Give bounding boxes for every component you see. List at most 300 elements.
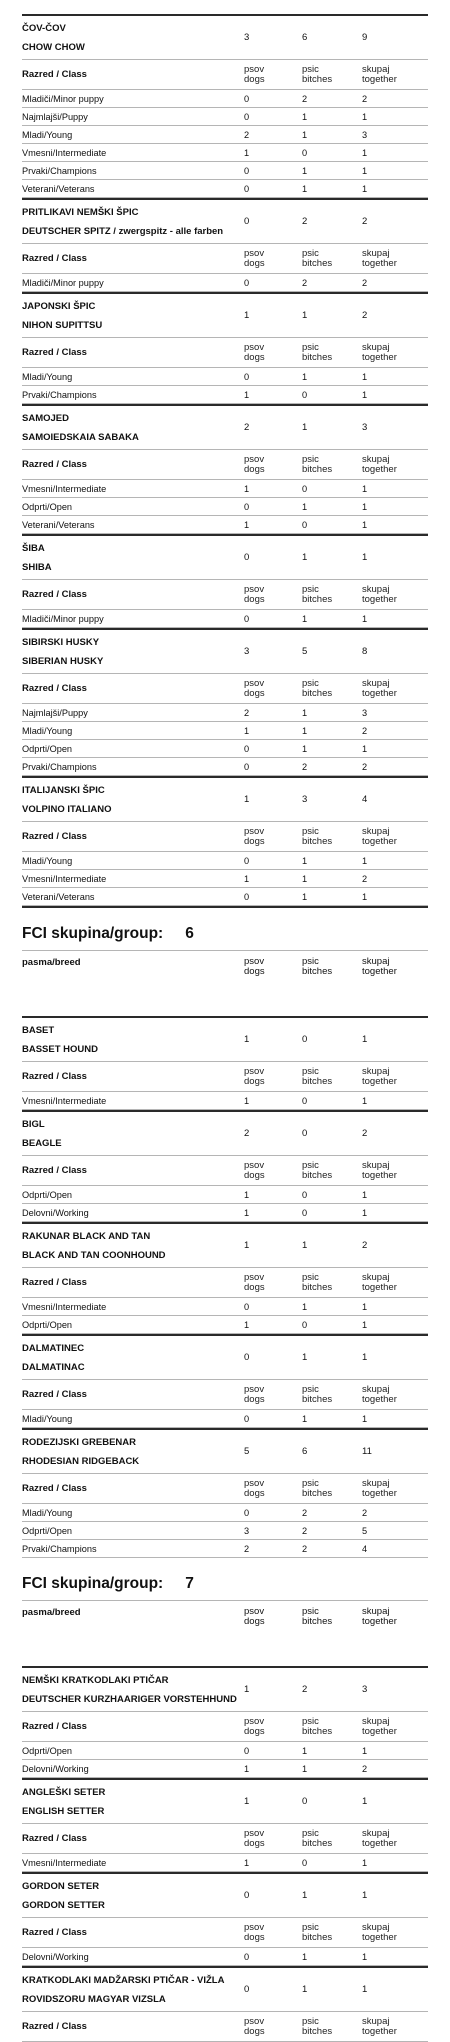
class-row xyxy=(22,274,428,292)
breed-totals xyxy=(244,1984,428,1995)
bitches-column-header xyxy=(302,1161,362,1181)
total-dogs: 1 xyxy=(244,1034,250,1045)
count-bitches: 0 xyxy=(302,1857,308,1868)
class-name: Mladi/Young xyxy=(22,129,73,140)
count-together: 2 xyxy=(362,725,368,736)
section-end-rule xyxy=(22,906,428,908)
class-name: Mladiči/Minor puppy xyxy=(22,93,104,104)
breed-header xyxy=(22,1874,428,1918)
count-together: 1 xyxy=(362,1301,368,1312)
total-together: 1 xyxy=(362,1352,368,1363)
bitches-label-sl: psic xyxy=(302,63,319,75)
class-name: Najmlajši/Puppy xyxy=(22,111,88,122)
count-bitches: 2 xyxy=(302,93,308,104)
dogs-label-en: dogs xyxy=(244,835,265,847)
breed-header xyxy=(22,1968,428,2012)
class-header-columns xyxy=(244,1273,428,1293)
dogs-column-header xyxy=(244,585,302,605)
class-header-columns xyxy=(244,1067,428,1087)
count-dogs: 1 xyxy=(244,1189,250,1200)
count-together: 4 xyxy=(362,1543,368,1554)
class-header-columns xyxy=(244,827,428,847)
bitches-column-header xyxy=(302,1273,362,1293)
breed-totals xyxy=(244,1034,428,1045)
bitches-label-en: bitches xyxy=(302,835,333,847)
dogs-label-sl: psov xyxy=(244,1065,265,1077)
class-header-columns xyxy=(244,679,428,699)
class-counts xyxy=(244,166,428,176)
class-header-label: Razred / Class xyxy=(22,1277,87,1288)
bitches-label-sl: psic xyxy=(302,1065,319,1077)
class-row xyxy=(22,1742,428,1760)
together-label-en: together xyxy=(362,966,397,977)
class-name: Vmesni/Intermediate xyxy=(22,1857,107,1868)
count-together: 1 xyxy=(362,165,368,176)
class-name: Odprti/Open xyxy=(22,1189,73,1200)
dogs-label-en: dogs xyxy=(244,73,265,85)
count-together: 2 xyxy=(362,1507,368,1518)
total-together: 2 xyxy=(362,310,368,321)
dogs-label-en: dogs xyxy=(244,351,265,363)
class-row xyxy=(22,368,428,386)
breed-column-label: pasma/breed xyxy=(22,957,81,968)
bitches-label-en: bitches xyxy=(302,257,333,269)
class-header-columns xyxy=(244,2017,428,2037)
count-dogs: 0 xyxy=(244,1745,250,1756)
count-together: 1 xyxy=(362,483,368,494)
together-label-en: together xyxy=(362,1931,397,1943)
breed-name-en: RHODESIAN RIDGEBACK xyxy=(22,1455,140,1467)
count-dogs: 1 xyxy=(244,873,250,884)
class-counts xyxy=(244,184,428,194)
class-row xyxy=(22,480,428,498)
together-label-en: together xyxy=(362,1837,397,1849)
breed-names xyxy=(22,409,244,447)
class-counts xyxy=(244,708,428,718)
class-counts xyxy=(244,1764,428,1774)
dogs-column-header xyxy=(244,1829,302,1849)
count-together: 1 xyxy=(362,371,368,382)
breed-name-en: CHOW CHOW xyxy=(22,41,85,53)
dogs-label-en: dogs xyxy=(244,687,265,699)
breed-block xyxy=(22,1428,428,1558)
class-row xyxy=(22,1854,428,1872)
count-dogs: 1 xyxy=(244,147,250,158)
count-together: 1 xyxy=(362,1095,368,1106)
together-column-header xyxy=(362,65,428,85)
class-header-columns xyxy=(244,1385,428,1405)
class-counts xyxy=(244,1414,428,1424)
count-together: 1 xyxy=(362,1951,368,1962)
class-counts xyxy=(244,148,428,158)
breed-totals xyxy=(244,646,428,657)
together-column-header xyxy=(362,957,428,977)
class-row xyxy=(22,1504,428,1522)
class-header xyxy=(22,580,428,610)
class-header xyxy=(22,1824,428,1854)
count-together: 2 xyxy=(362,93,368,104)
count-dogs: 2 xyxy=(244,1543,250,1554)
class-row xyxy=(22,740,428,758)
bitches-label-sl: psic xyxy=(302,1715,319,1727)
bitches-label-sl: psic xyxy=(302,1921,319,1933)
breed-block xyxy=(22,776,428,906)
class-row xyxy=(22,852,428,870)
breed-name-en: BEAGLE xyxy=(22,1137,62,1149)
count-bitches: 1 xyxy=(302,1951,308,1962)
class-header-label: Razred / Class xyxy=(22,1071,87,1082)
class-header-columns xyxy=(244,1479,428,1499)
bitches-column-header xyxy=(302,1385,362,1405)
total-bitches: 6 xyxy=(302,32,308,43)
class-row xyxy=(22,162,428,180)
breed-block xyxy=(22,292,428,404)
together-column-header xyxy=(362,2017,428,2037)
count-dogs: 1 xyxy=(244,1763,250,1774)
breed-block xyxy=(22,1966,428,2042)
count-dogs: 0 xyxy=(244,613,250,624)
breed-name-en: SHIBA xyxy=(22,561,52,573)
class-header-label: Razred / Class xyxy=(22,253,87,264)
breed-names xyxy=(22,1433,244,1471)
count-bitches: 1 xyxy=(302,129,308,140)
dogs-label-sl: psov xyxy=(244,1715,265,1727)
count-bitches: 1 xyxy=(302,613,308,624)
total-together: 1 xyxy=(362,1034,368,1045)
dogs-column-header xyxy=(244,957,302,977)
total-together: 3 xyxy=(362,1684,368,1695)
count-bitches: 1 xyxy=(302,501,308,512)
breed-totals xyxy=(244,1796,428,1807)
count-bitches: 1 xyxy=(302,183,308,194)
breed-name-en: SIBERIAN HUSKY xyxy=(22,655,104,667)
bitches-label-sl: psic xyxy=(302,1606,319,1617)
bitches-column-header xyxy=(302,65,362,85)
together-label-en: together xyxy=(362,835,397,847)
breed-totals xyxy=(244,1240,428,1251)
total-dogs: 3 xyxy=(244,646,250,657)
together-label-sl: skupaj xyxy=(362,63,390,75)
breed-totals xyxy=(244,32,428,43)
class-header-label: Razred / Class xyxy=(22,347,87,358)
dogs-column-header xyxy=(244,1923,302,1943)
class-row xyxy=(22,1186,428,1204)
bitches-label-en: bitches xyxy=(302,73,333,85)
breed-name-en: SAMOIEDSKAIA SABAKA xyxy=(22,431,139,443)
together-column-header xyxy=(362,1385,428,1405)
together-column-header xyxy=(362,343,428,363)
count-dogs: 1 xyxy=(244,1857,250,1868)
total-dogs: 1 xyxy=(244,1684,250,1695)
breed-block xyxy=(22,14,428,198)
bitches-label-sl: psic xyxy=(302,1159,319,1171)
count-bitches: 0 xyxy=(302,483,308,494)
dogs-label-en: dogs xyxy=(244,1931,265,1943)
class-header-columns xyxy=(244,1717,428,1737)
together-column-header xyxy=(362,1161,428,1181)
breed-totals xyxy=(244,1684,428,1695)
breed-totals xyxy=(244,1352,428,1363)
class-counts xyxy=(244,856,428,866)
bitches-label-en: bitches xyxy=(302,1393,333,1405)
breed-names xyxy=(22,633,244,671)
class-row xyxy=(22,1410,428,1428)
class-name: Najmlajši/Puppy xyxy=(22,707,88,718)
count-bitches: 2 xyxy=(302,277,308,288)
total-dogs: 2 xyxy=(244,1128,250,1139)
dogs-label-en: dogs xyxy=(244,2025,265,2037)
count-dogs: 0 xyxy=(244,891,250,902)
total-bitches: 0 xyxy=(302,1796,308,1807)
class-row xyxy=(22,888,428,906)
count-bitches: 1 xyxy=(302,743,308,754)
count-together: 3 xyxy=(362,129,368,140)
dogs-label-sl: psov xyxy=(244,453,265,465)
class-row xyxy=(22,758,428,776)
breed-names xyxy=(22,539,244,577)
together-label-en: together xyxy=(362,687,397,699)
class-counts xyxy=(244,762,428,772)
class-counts xyxy=(244,1858,428,1868)
breed-block xyxy=(22,404,428,534)
bitches-label-en: bitches xyxy=(302,351,333,363)
count-dogs: 0 xyxy=(244,93,250,104)
together-column-header xyxy=(362,1829,428,1849)
total-dogs: 0 xyxy=(244,1890,250,1901)
count-together: 1 xyxy=(362,389,368,400)
class-header xyxy=(22,244,428,274)
breed-header xyxy=(22,1780,428,1824)
bitches-label-sl: psic xyxy=(302,583,319,595)
dogs-column-header xyxy=(244,827,302,847)
bitches-label-en: bitches xyxy=(302,1487,333,1499)
class-name: Prvaki/Champions xyxy=(22,761,97,772)
count-bitches: 0 xyxy=(302,389,308,400)
together-label-sl: skupaj xyxy=(362,1159,390,1171)
group-label: FCI skupina/group: xyxy=(22,925,164,942)
together-label-sl: skupaj xyxy=(362,956,390,967)
count-bitches: 2 xyxy=(302,1525,308,1536)
class-header xyxy=(22,1380,428,1410)
dogs-label-en: dogs xyxy=(244,1075,265,1087)
dogs-label-en: dogs xyxy=(244,1281,265,1293)
bitches-label-en: bitches xyxy=(302,593,333,605)
total-together: 9 xyxy=(362,32,368,43)
count-together: 1 xyxy=(362,183,368,194)
breed-totals xyxy=(244,422,428,433)
class-counts xyxy=(244,1320,428,1330)
bitches-label-en: bitches xyxy=(302,1616,333,1627)
together-label-sl: skupaj xyxy=(362,1921,390,1933)
class-row xyxy=(22,1316,428,1334)
together-label-sl: skupaj xyxy=(362,341,390,353)
breed-name-sl: BASET xyxy=(22,1024,55,1036)
group-header-columns xyxy=(244,957,428,977)
dogs-label-sl: psov xyxy=(244,1477,265,1489)
total-dogs: 3 xyxy=(244,32,250,43)
total-bitches: 1 xyxy=(302,310,308,321)
class-header xyxy=(22,2012,428,2042)
breed-name-sl: ŠIBA xyxy=(22,542,45,554)
dogs-column-header xyxy=(244,1067,302,1087)
count-bitches: 2 xyxy=(302,761,308,772)
class-name: Vmesni/Intermediate xyxy=(22,873,107,884)
bitches-column-header xyxy=(302,1829,362,1849)
class-counts xyxy=(244,372,428,382)
total-dogs: 1 xyxy=(244,794,250,805)
total-bitches: 1 xyxy=(302,1890,308,1901)
class-counts xyxy=(244,614,428,624)
breed-name-sl: JAPONSKI ŠPIC xyxy=(22,300,96,312)
class-header-columns xyxy=(244,1161,428,1181)
together-label-en: together xyxy=(362,2025,397,2037)
bitches-column-header xyxy=(302,827,362,847)
dogs-label-en: dogs xyxy=(244,463,265,475)
dogs-label-sl: psov xyxy=(244,63,265,75)
count-bitches: 2 xyxy=(302,1507,308,1518)
breed-names xyxy=(22,1339,244,1377)
breed-block xyxy=(22,1778,428,1872)
class-name: Odprti/Open xyxy=(22,1319,73,1330)
class-header-columns xyxy=(244,343,428,363)
class-header xyxy=(22,1156,428,1186)
class-name: Mladi/Young xyxy=(22,1507,73,1518)
class-counts xyxy=(244,1544,428,1554)
dogs-label-en: dogs xyxy=(244,257,265,269)
total-together: 8 xyxy=(362,646,368,657)
dogs-column-header xyxy=(244,1717,302,1737)
breed-name-sl: PRITLIKAVI NEMŠKI ŠPIC xyxy=(22,206,139,218)
count-bitches: 1 xyxy=(302,707,308,718)
breed-totals xyxy=(244,310,428,321)
group-label: FCI skupina/group: xyxy=(22,1575,164,1592)
breed-name-en: BASSET HOUND xyxy=(22,1043,99,1055)
breed-totals xyxy=(244,794,428,805)
bitches-label-en: bitches xyxy=(302,463,333,475)
together-label-en: together xyxy=(362,1075,397,1087)
total-bitches: 5 xyxy=(302,646,308,657)
class-row xyxy=(22,498,428,516)
count-dogs: 0 xyxy=(244,855,250,866)
class-name: Veterani/Veterans xyxy=(22,183,95,194)
bitches-column-header xyxy=(302,2017,362,2037)
together-label-sl: skupaj xyxy=(362,1477,390,1489)
class-row xyxy=(22,1540,428,1558)
class-counts xyxy=(244,726,428,736)
class-row xyxy=(22,90,428,108)
class-header-label: Razred / Class xyxy=(22,69,87,80)
together-label-sl: skupaj xyxy=(362,825,390,837)
count-together: 2 xyxy=(362,277,368,288)
count-together: 1 xyxy=(362,891,368,902)
dogs-column-header xyxy=(244,65,302,85)
breed-names xyxy=(22,1877,244,1915)
count-dogs: 1 xyxy=(244,483,250,494)
class-name: Mladi/Young xyxy=(22,725,73,736)
breed-totals xyxy=(244,1890,428,1901)
count-dogs: 0 xyxy=(244,1951,250,1962)
dogs-label-en: dogs xyxy=(244,593,265,605)
count-dogs: 1 xyxy=(244,519,250,530)
class-counts xyxy=(244,278,428,288)
count-bitches: 1 xyxy=(302,1745,308,1756)
count-together: 1 xyxy=(362,1319,368,1330)
group-number: 7 xyxy=(185,1575,194,1592)
dogs-column-header xyxy=(244,2017,302,2037)
dogs-label-en: dogs xyxy=(244,1487,265,1499)
dogs-column-header xyxy=(244,1385,302,1405)
total-together: 2 xyxy=(362,1128,368,1139)
breed-name-sl: RAKUNAR BLACK AND TAN xyxy=(22,1230,151,1242)
breed-name-sl: ANGLEŠKI SETER xyxy=(22,1786,106,1798)
class-name: Mladi/Young xyxy=(22,855,73,866)
total-dogs: 0 xyxy=(244,1352,250,1363)
together-label-en: together xyxy=(362,463,397,475)
class-name: Delovni/Working xyxy=(22,1951,89,1962)
bitches-column-header xyxy=(302,585,362,605)
count-dogs: 1 xyxy=(244,725,250,736)
breed-name-en: BLACK AND TAN COONHOUND xyxy=(22,1249,166,1261)
breed-names xyxy=(22,203,244,241)
bitches-column-header xyxy=(302,1717,362,1737)
bitches-label-sl: psic xyxy=(302,341,319,353)
total-together: 1 xyxy=(362,1796,368,1807)
together-label-en: together xyxy=(362,351,397,363)
bitches-label-sl: psic xyxy=(302,825,319,837)
total-together: 1 xyxy=(362,552,368,563)
class-header xyxy=(22,1474,428,1504)
together-label-sl: skupaj xyxy=(362,2015,390,2027)
group-number: 6 xyxy=(185,925,194,942)
class-row xyxy=(22,722,428,740)
bitches-column-header xyxy=(302,1479,362,1499)
breed-name-sl: SIBIRSKI HUSKY xyxy=(22,636,100,648)
dogs-label-sl: psov xyxy=(244,2015,265,2027)
class-name: Veterani/Veterans xyxy=(22,891,95,902)
class-row xyxy=(22,1204,428,1222)
total-bitches: 3 xyxy=(302,794,308,805)
breed-name-sl: ČOV-ČOV xyxy=(22,22,66,34)
together-label-en: together xyxy=(362,1281,397,1293)
count-together: 1 xyxy=(362,855,368,866)
class-header-label: Razred / Class xyxy=(22,1165,87,1176)
total-bitches: 1 xyxy=(302,1352,308,1363)
class-name: Odprti/Open xyxy=(22,1745,73,1756)
dogs-label-sl: psov xyxy=(244,1921,265,1933)
breed-names xyxy=(22,781,244,819)
class-row xyxy=(22,1760,428,1778)
total-together: 2 xyxy=(362,1240,368,1251)
count-bitches: 0 xyxy=(302,1189,308,1200)
class-name: Prvaki/Champions xyxy=(22,1543,97,1554)
dogs-column-header xyxy=(244,1607,302,1627)
count-together: 1 xyxy=(362,1857,368,1868)
class-row xyxy=(22,1092,428,1110)
together-label-en: together xyxy=(362,1616,397,1627)
class-row xyxy=(22,1948,428,1966)
class-counts xyxy=(244,1526,428,1536)
bitches-column-header xyxy=(302,343,362,363)
dogs-label-sl: psov xyxy=(244,341,265,353)
together-label-sl: skupaj xyxy=(362,1715,390,1727)
breed-names xyxy=(22,1021,244,1059)
count-dogs: 0 xyxy=(244,743,250,754)
class-header-label: Razred / Class xyxy=(22,589,87,600)
breed-column-label: pasma/breed xyxy=(22,1607,81,1618)
total-bitches: 2 xyxy=(302,1684,308,1695)
bitches-label-en: bitches xyxy=(302,1931,333,1943)
breed-names xyxy=(22,1783,244,1821)
